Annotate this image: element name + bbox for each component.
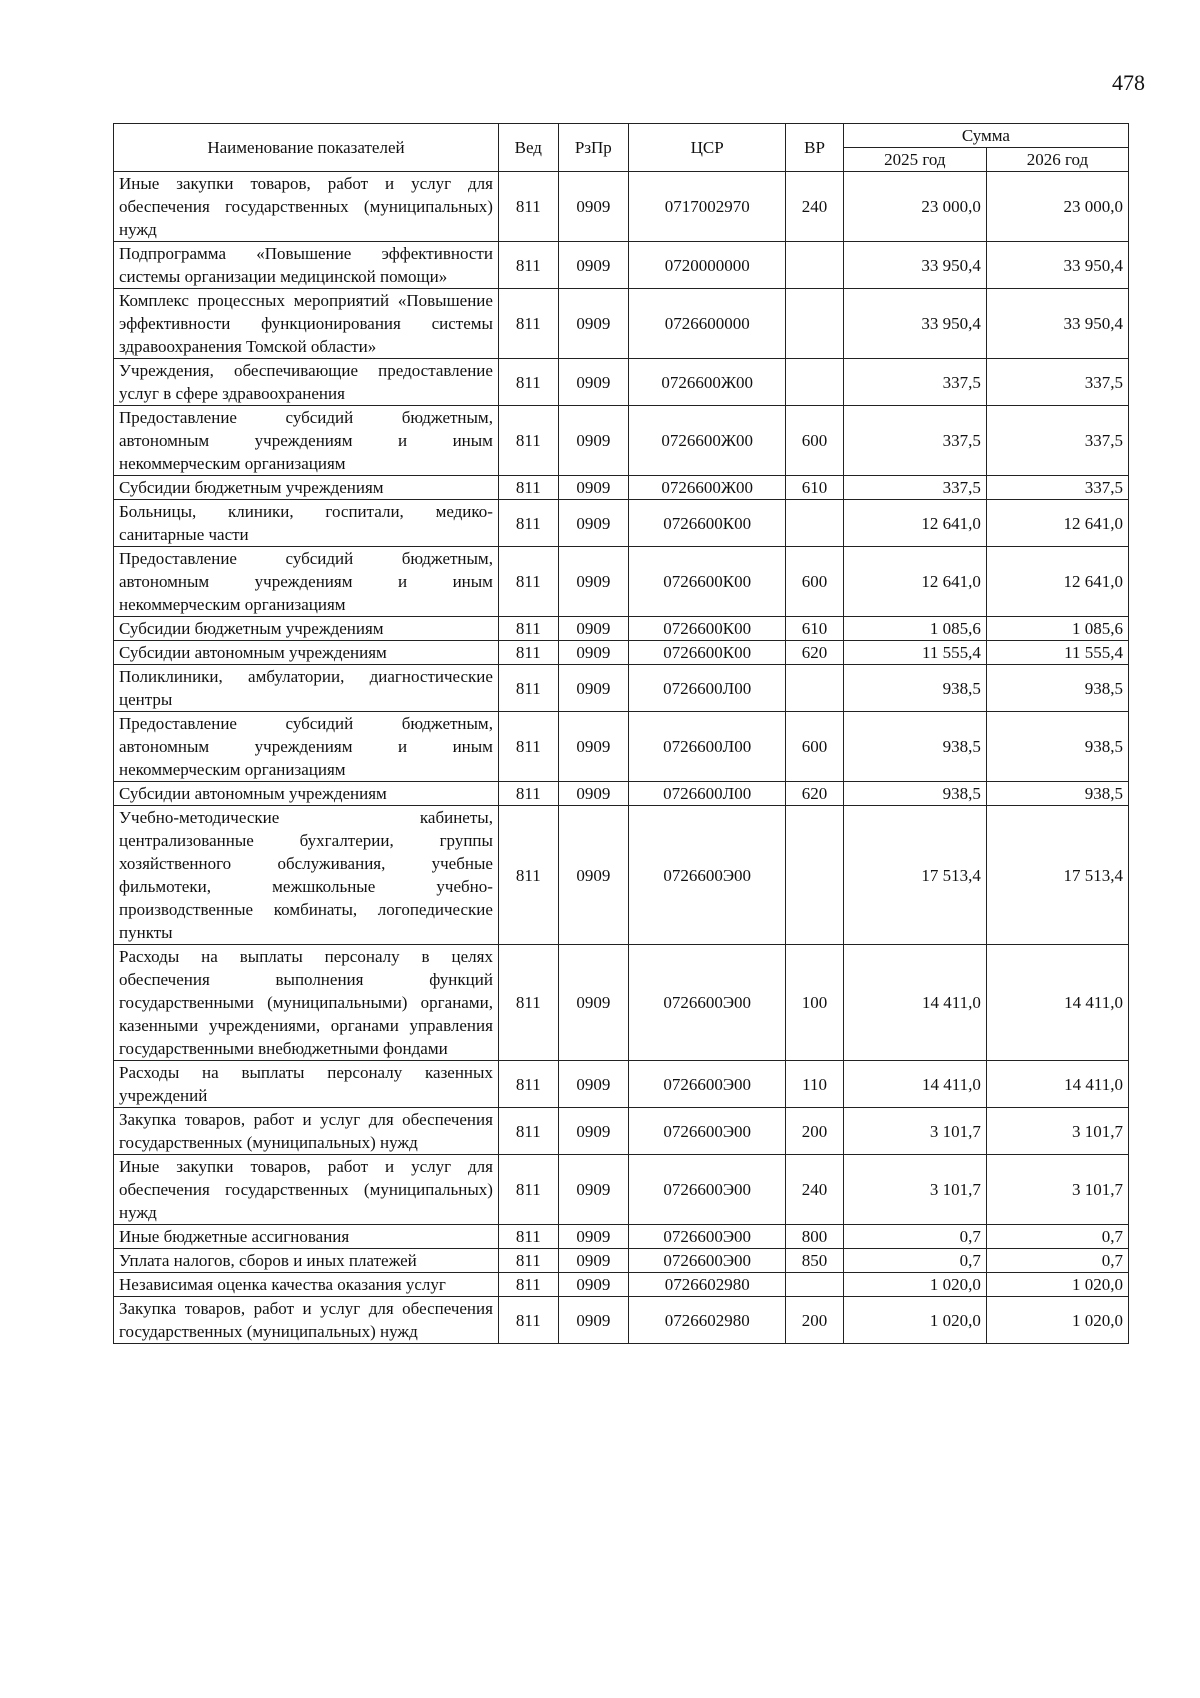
cell-rzpr: 0909 — [558, 1061, 628, 1108]
cell-sum-2026: 11 555,4 — [986, 641, 1128, 665]
cell-sum-2025: 12 641,0 — [843, 500, 986, 547]
cell-rzpr: 0909 — [558, 617, 628, 641]
cell-sum-2025: 3 101,7 — [843, 1155, 986, 1225]
cell-vr — [786, 359, 843, 406]
cell-ved: 811 — [498, 1249, 558, 1273]
cell-ved: 811 — [498, 406, 558, 476]
table-row — [114, 406, 1129, 476]
cell-name: Предоставление субсидий бюджетным, автономным учреждениям и иным некоммерческим организациям — [114, 712, 499, 782]
cell-sum-2025: 3 101,7 — [843, 1108, 986, 1155]
cell-csr: 0726600К00 — [629, 547, 786, 617]
header-year-2026: 2026 год — [986, 148, 1128, 172]
cell-rzpr: 0909 — [558, 1297, 628, 1344]
cell-ved: 811 — [498, 1061, 558, 1108]
cell-rzpr: 0909 — [558, 1108, 628, 1155]
cell-sum-2026: 17 513,4 — [986, 806, 1128, 945]
table-row — [114, 172, 1129, 242]
cell-sum-2026: 33 950,4 — [986, 289, 1128, 359]
cell-name: Предоставление субсидий бюджетным, автономным учреждениям и иным некоммерческим организациям — [114, 547, 499, 617]
cell-rzpr: 0909 — [558, 1155, 628, 1225]
cell-rzpr: 0909 — [558, 945, 628, 1061]
cell-csr: 0726600Э00 — [629, 1061, 786, 1108]
cell-ved: 811 — [498, 1108, 558, 1155]
cell-name: Иные закупки товаров, работ и услуг для обеспечения государственных (муниципальных) нужд — [114, 1155, 499, 1225]
cell-vr: 850 — [786, 1249, 843, 1273]
table-row — [114, 500, 1129, 547]
cell-ved: 811 — [498, 476, 558, 500]
cell-vr: 200 — [786, 1297, 843, 1344]
cell-ved: 811 — [498, 617, 558, 641]
cell-csr: 0726600Ж00 — [629, 359, 786, 406]
cell-vr: 600 — [786, 712, 843, 782]
cell-csr: 0726600Ж00 — [629, 406, 786, 476]
cell-csr: 0726600Э00 — [629, 1225, 786, 1249]
cell-csr: 0726600Ж00 — [629, 476, 786, 500]
cell-rzpr: 0909 — [558, 500, 628, 547]
cell-sum-2026: 12 641,0 — [986, 500, 1128, 547]
cell-csr: 0726600000 — [629, 289, 786, 359]
cell-vr: 240 — [786, 172, 843, 242]
cell-vr: 600 — [786, 406, 843, 476]
cell-sum-2026: 337,5 — [986, 406, 1128, 476]
cell-sum-2026: 14 411,0 — [986, 1061, 1128, 1108]
page-number: 478 — [1112, 70, 1145, 95]
cell-rzpr: 0909 — [558, 406, 628, 476]
cell-rzpr: 0909 — [558, 172, 628, 242]
cell-vr — [786, 806, 843, 945]
cell-name: Предоставление субсидий бюджетным, автономным учреждениям и иным некоммерческим организациям — [114, 406, 499, 476]
cell-rzpr: 0909 — [558, 665, 628, 712]
cell-csr: 0726600К00 — [629, 500, 786, 547]
cell-ved: 811 — [498, 500, 558, 547]
cell-csr: 0717002970 — [629, 172, 786, 242]
cell-csr: 0726600Л00 — [629, 782, 786, 806]
cell-sum-2025: 337,5 — [843, 359, 986, 406]
table-row — [114, 617, 1129, 641]
cell-csr: 0726600Э00 — [629, 1108, 786, 1155]
cell-sum-2025: 938,5 — [843, 665, 986, 712]
cell-sum-2026: 0,7 — [986, 1249, 1128, 1273]
cell-vr: 200 — [786, 1108, 843, 1155]
cell-sum-2025: 17 513,4 — [843, 806, 986, 945]
cell-name: Закупка товаров, работ и услуг для обеспечения государственных (муниципальных) нужд — [114, 1108, 499, 1155]
cell-sum-2025: 11 555,4 — [843, 641, 986, 665]
cell-rzpr: 0909 — [558, 712, 628, 782]
cell-sum-2025: 12 641,0 — [843, 547, 986, 617]
table-row — [114, 665, 1129, 712]
table-row — [114, 289, 1129, 359]
table-row — [114, 782, 1129, 806]
cell-name: Учреждения, обеспечивающие предоставление услуг в сфере здравоохранения — [114, 359, 499, 406]
table-body — [114, 172, 1129, 1344]
cell-vr: 620 — [786, 782, 843, 806]
cell-ved: 811 — [498, 1155, 558, 1225]
cell-sum-2026: 337,5 — [986, 476, 1128, 500]
cell-ved: 811 — [498, 172, 558, 242]
cell-rzpr: 0909 — [558, 782, 628, 806]
cell-ved: 811 — [498, 359, 558, 406]
cell-name: Расходы на выплаты персоналу в целях обеспечения выполнения функций государственными (муниципальными) органами, казенными учреждениями, органами управления государственными внебюджетными фондами — [114, 945, 499, 1061]
cell-ved: 811 — [498, 712, 558, 782]
cell-name: Иные бюджетные ассигнования — [114, 1225, 499, 1249]
table-row — [114, 547, 1129, 617]
cell-sum-2026: 23 000,0 — [986, 172, 1128, 242]
cell-vr — [786, 665, 843, 712]
cell-name: Подпрограмма «Повышение эффективности системы организации медицинской помощи» — [114, 242, 499, 289]
cell-sum-2026: 0,7 — [986, 1225, 1128, 1249]
cell-sum-2026: 3 101,7 — [986, 1155, 1128, 1225]
cell-sum-2025: 938,5 — [843, 782, 986, 806]
cell-rzpr: 0909 — [558, 806, 628, 945]
header-sum: Сумма — [843, 124, 1128, 148]
cell-name: Уплата налогов, сборов и иных платежей — [114, 1249, 499, 1273]
cell-sum-2025: 33 950,4 — [843, 242, 986, 289]
cell-sum-2026: 1 085,6 — [986, 617, 1128, 641]
cell-name: Учебно-методические кабинеты, централизованные бухгалтерии, группы хозяйственного обслуживания, учебные фильмотеки, межшкольные учебно-производственные комбинаты, логопедические пункты — [114, 806, 499, 945]
budget-table — [113, 123, 1129, 1344]
cell-sum-2025: 23 000,0 — [843, 172, 986, 242]
cell-sum-2026: 33 950,4 — [986, 242, 1128, 289]
cell-vr: 610 — [786, 617, 843, 641]
cell-ved: 811 — [498, 665, 558, 712]
cell-rzpr: 0909 — [558, 242, 628, 289]
cell-rzpr: 0909 — [558, 1225, 628, 1249]
cell-csr: 0726600К00 — [629, 641, 786, 665]
cell-rzpr: 0909 — [558, 547, 628, 617]
cell-csr: 0726600Л00 — [629, 665, 786, 712]
cell-sum-2026: 1 020,0 — [986, 1297, 1128, 1344]
cell-ved: 811 — [498, 806, 558, 945]
cell-vr — [786, 289, 843, 359]
table-row — [114, 1061, 1129, 1108]
cell-sum-2025: 337,5 — [843, 406, 986, 476]
header-vr: ВР — [786, 124, 843, 172]
cell-ved: 811 — [498, 242, 558, 289]
header-year-2025: 2025 год — [843, 148, 986, 172]
cell-ved: 811 — [498, 1297, 558, 1344]
cell-csr: 0720000000 — [629, 242, 786, 289]
cell-csr: 0726600К00 — [629, 617, 786, 641]
table-header — [114, 124, 1129, 172]
cell-name: Расходы на выплаты персоналу казенных учреждений — [114, 1061, 499, 1108]
cell-csr: 0726600Э00 — [629, 1155, 786, 1225]
table-row — [114, 641, 1129, 665]
cell-ved: 811 — [498, 547, 558, 617]
cell-sum-2025: 14 411,0 — [843, 945, 986, 1061]
table-row — [114, 1225, 1129, 1249]
header-row — [114, 124, 1129, 148]
cell-rzpr: 0909 — [558, 1249, 628, 1273]
cell-ved: 811 — [498, 289, 558, 359]
cell-ved: 811 — [498, 945, 558, 1061]
cell-name: Субсидии автономным учреждениям — [114, 782, 499, 806]
cell-sum-2025: 14 411,0 — [843, 1061, 986, 1108]
table-row — [114, 712, 1129, 782]
cell-vr: 100 — [786, 945, 843, 1061]
cell-vr: 110 — [786, 1061, 843, 1108]
table-row — [114, 359, 1129, 406]
table-row — [114, 476, 1129, 500]
cell-name: Комплекс процессных мероприятий «Повышение эффективности функционирования системы здравоохранения Томской области» — [114, 289, 499, 359]
cell-vr: 620 — [786, 641, 843, 665]
cell-csr: 0726602980 — [629, 1273, 786, 1297]
cell-ved: 811 — [498, 1225, 558, 1249]
cell-rzpr: 0909 — [558, 359, 628, 406]
cell-sum-2025: 938,5 — [843, 712, 986, 782]
cell-sum-2025: 337,5 — [843, 476, 986, 500]
table-row — [114, 945, 1129, 1061]
table-row — [114, 1155, 1129, 1225]
cell-sum-2026: 14 411,0 — [986, 945, 1128, 1061]
table-row — [114, 1249, 1129, 1273]
cell-sum-2026: 938,5 — [986, 665, 1128, 712]
cell-vr: 600 — [786, 547, 843, 617]
cell-name: Субсидии бюджетным учреждениям — [114, 476, 499, 500]
cell-sum-2026: 938,5 — [986, 712, 1128, 782]
cell-sum-2026: 3 101,7 — [986, 1108, 1128, 1155]
cell-rzpr: 0909 — [558, 476, 628, 500]
cell-ved: 811 — [498, 641, 558, 665]
header-ved: Вед — [498, 124, 558, 172]
cell-vr: 800 — [786, 1225, 843, 1249]
cell-sum-2025: 1 020,0 — [843, 1273, 986, 1297]
cell-sum-2025: 1 020,0 — [843, 1297, 986, 1344]
cell-sum-2025: 0,7 — [843, 1225, 986, 1249]
cell-name: Субсидии бюджетным учреждениям — [114, 617, 499, 641]
cell-name: Независимая оценка качества оказания услуг — [114, 1273, 499, 1297]
header-csr: ЦСР — [629, 124, 786, 172]
cell-csr: 0726602980 — [629, 1297, 786, 1344]
cell-sum-2026: 337,5 — [986, 359, 1128, 406]
cell-vr: 240 — [786, 1155, 843, 1225]
cell-name: Субсидии автономным учреждениям — [114, 641, 499, 665]
cell-ved: 811 — [498, 1273, 558, 1297]
cell-sum-2025: 33 950,4 — [843, 289, 986, 359]
table-row — [114, 1108, 1129, 1155]
cell-name: Иные закупки товаров, работ и услуг для обеспечения государственных (муниципальных) нужд — [114, 172, 499, 242]
cell-rzpr: 0909 — [558, 1273, 628, 1297]
cell-rzpr: 0909 — [558, 289, 628, 359]
cell-vr: 610 — [786, 476, 843, 500]
cell-sum-2025: 0,7 — [843, 1249, 986, 1273]
table-row — [114, 1273, 1129, 1297]
cell-sum-2026: 12 641,0 — [986, 547, 1128, 617]
header-rzpr: РзПр — [558, 124, 628, 172]
cell-vr — [786, 500, 843, 547]
cell-ved: 811 — [498, 782, 558, 806]
cell-name: Больницы, клиники, госпитали, медико-санитарные части — [114, 500, 499, 547]
cell-csr: 0726600Э00 — [629, 1249, 786, 1273]
cell-rzpr: 0909 — [558, 641, 628, 665]
cell-sum-2025: 1 085,6 — [843, 617, 986, 641]
cell-name: Поликлиники, амбулатории, диагностические центры — [114, 665, 499, 712]
cell-vr — [786, 1273, 843, 1297]
table-row — [114, 242, 1129, 289]
header-name: Наименование показателей — [114, 124, 499, 172]
table-row — [114, 1297, 1129, 1344]
cell-sum-2026: 1 020,0 — [986, 1273, 1128, 1297]
table-row — [114, 806, 1129, 945]
cell-vr — [786, 242, 843, 289]
cell-sum-2026: 938,5 — [986, 782, 1128, 806]
cell-csr: 0726600Л00 — [629, 712, 786, 782]
cell-name: Закупка товаров, работ и услуг для обеспечения государственных (муниципальных) нужд — [114, 1297, 499, 1344]
cell-csr: 0726600Э00 — [629, 806, 786, 945]
cell-csr: 0726600Э00 — [629, 945, 786, 1061]
